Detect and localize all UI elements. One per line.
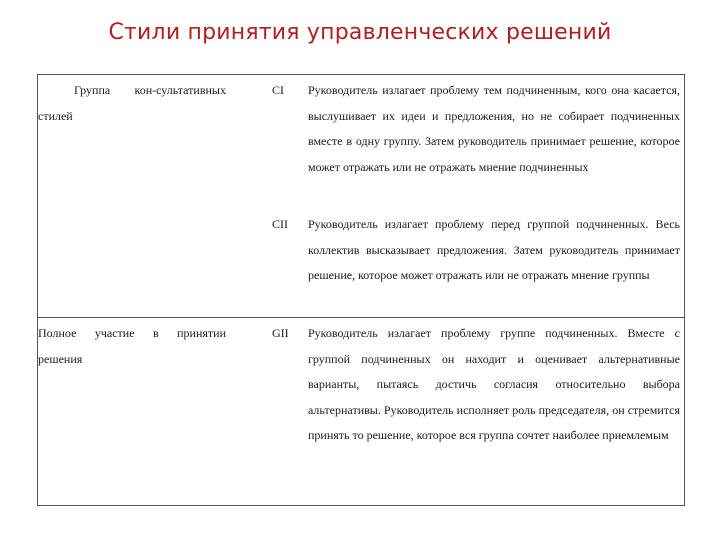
style-description-cii: Руководитель излагает проблему перед группой подчиненных. Весь коллектив высказывает предложения. Затем руководитель принимает решение, которое может отражать или не отражать мнение группы [308, 217, 680, 282]
group-label-consultative: Группа кон-сультативных стилей [38, 83, 226, 123]
style-description-ci: Руководитель излагает проблему тем подчиненным, кого она касается, выслушивает их идеи и предложения, но не собирает подчиненных вместе в одну группу. Затем руководитель принимает решение, которое может отражать или не отражать мнение подчиненных [308, 83, 680, 174]
group-label-full-participation: Полное участие в принятии решения [38, 326, 226, 366]
style-description-gii: Руководитель излагает проблему группе подчиненных. Вместе с группой подчиненных он находит и оценивает альтернативные варианты, пытаясь достичь согласия относительно выбора альтернативы. Руководитель исполняет роль председателя, он стремится принять то решение, которое вся группа сочтет наиболее приемлемым [308, 326, 680, 442]
table-row-divider [38, 317, 684, 318]
style-code-gii: GII [272, 326, 289, 340]
decision-styles-table [37, 74, 685, 506]
slide-title: Стили принятия управленческих решений [108, 20, 612, 45]
style-code-ci: CI [272, 83, 284, 97]
style-code-cii: CII [272, 217, 288, 231]
